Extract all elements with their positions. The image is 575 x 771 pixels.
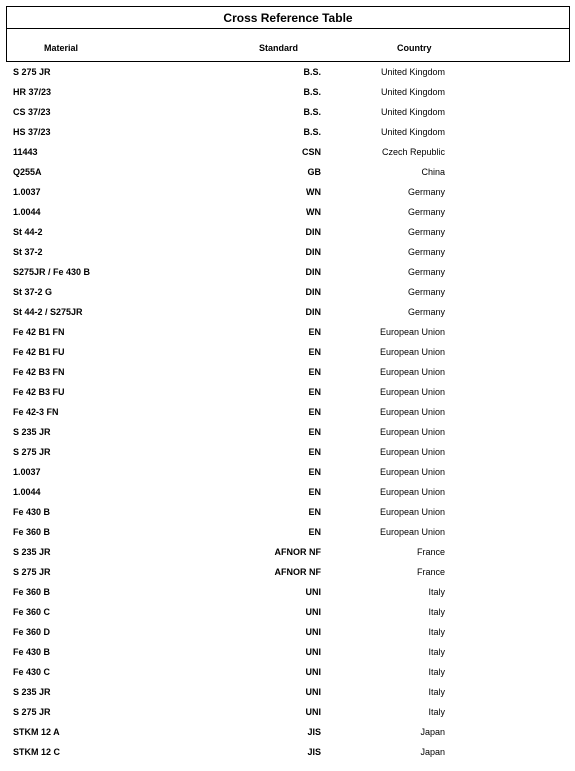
cell-material: St 44-2 — [13, 227, 43, 237]
cell-material: S275JR / Fe 430 B — [13, 267, 91, 277]
table-row — [0, 722, 575, 742]
cell-material: S 275 JR — [13, 707, 51, 717]
cell-standard: UNI — [305, 707, 321, 717]
table-row — [0, 642, 575, 662]
cell-material: Fe 42 B1 FU — [13, 347, 65, 357]
cell-country: European Union — [379, 347, 445, 357]
cell-material: S 275 JR — [13, 67, 51, 77]
cell-country: United Kingdom — [380, 107, 445, 117]
cell-country: France — [416, 567, 445, 577]
cell-country: Germany — [407, 247, 445, 257]
cell-material: HR 37/23 — [13, 87, 52, 97]
cell-material: Fe 42 B1 FN — [13, 327, 65, 337]
cell-standard: UNI — [305, 587, 321, 597]
cell-material: 1.0037 — [13, 467, 41, 477]
cell-country: Germany — [407, 307, 445, 317]
cell-material: Fe 360 D — [13, 627, 51, 637]
table-row — [0, 462, 575, 482]
cell-country: Japan — [420, 747, 445, 757]
table-row — [0, 282, 575, 302]
cell-material: 1.0044 — [13, 487, 41, 497]
cell-country: European Union — [379, 407, 445, 417]
cell-material: Fe 42 B3 FU — [13, 387, 65, 397]
table-row — [0, 202, 575, 222]
table-row — [0, 422, 575, 442]
table-body — [0, 62, 575, 762]
table-row — [0, 502, 575, 522]
cell-material: Fe 42 B3 FN — [13, 367, 65, 377]
cell-material: STKM 12 A — [13, 727, 60, 737]
cell-standard: UNI — [305, 647, 321, 657]
table-row — [0, 242, 575, 262]
cell-material: St 37-2 — [13, 247, 43, 257]
table-row — [0, 582, 575, 602]
cell-standard: B.S. — [303, 87, 321, 97]
cell-country: United Kingdom — [380, 127, 445, 137]
cell-material: Fe 430 B — [13, 647, 51, 657]
cell-country: European Union — [379, 367, 445, 377]
cell-material: S 275 JR — [13, 447, 51, 457]
cell-standard: AFNOR NF — [274, 567, 321, 577]
table-row — [0, 542, 575, 562]
cell-standard: DIN — [305, 287, 321, 297]
table-header-frame — [6, 6, 570, 62]
table-row — [0, 362, 575, 382]
table-row — [0, 562, 575, 582]
cell-country: Italy — [428, 627, 445, 637]
cell-material: 11443 — [13, 147, 38, 157]
cell-country: European Union — [379, 327, 445, 337]
table-row — [0, 442, 575, 462]
cell-material: S 235 JR — [13, 427, 51, 437]
cell-standard: DIN — [305, 247, 321, 257]
table-row — [0, 102, 575, 122]
table-row — [0, 402, 575, 422]
cell-country: United Kingdom — [380, 67, 445, 77]
cell-material: 1.0037 — [13, 187, 41, 197]
cell-standard: EN — [308, 367, 321, 377]
cell-material: 1.0044 — [13, 207, 41, 217]
cell-standard: DIN — [305, 227, 321, 237]
cell-country: Czech Republic — [381, 147, 445, 157]
cell-country: European Union — [379, 467, 445, 477]
cell-country: United Kingdom — [380, 87, 445, 97]
cell-country: Italy — [428, 707, 445, 717]
column-header-row — [7, 29, 569, 62]
cell-standard: UNI — [305, 607, 321, 617]
cell-country: European Union — [379, 387, 445, 397]
table-row — [0, 482, 575, 502]
cell-standard: EN — [308, 467, 321, 477]
cell-standard: B.S. — [303, 127, 321, 137]
cell-standard: DIN — [305, 307, 321, 317]
cell-material: S 275 JR — [13, 567, 51, 577]
cell-material: CS 37/23 — [13, 107, 51, 117]
cell-standard: EN — [308, 447, 321, 457]
table-row — [0, 182, 575, 202]
cell-country: European Union — [379, 527, 445, 537]
table-row — [0, 162, 575, 182]
cell-material: STKM 12 C — [13, 747, 61, 757]
table-row — [0, 742, 575, 762]
cell-country: Italy — [428, 607, 445, 617]
cell-standard: WN — [306, 187, 321, 197]
cell-material: Fe 360 B — [13, 527, 51, 537]
cell-standard: AFNOR NF — [274, 547, 321, 557]
cell-material: St 37-2 G — [13, 287, 53, 297]
cell-country: Italy — [428, 687, 445, 697]
column-header-standard: Standard — [259, 43, 299, 53]
cell-standard: EN — [308, 427, 321, 437]
cell-standard: UNI — [305, 667, 321, 677]
cell-standard: EN — [308, 327, 321, 337]
column-header-country: Country — [397, 43, 432, 53]
cell-country: Italy — [428, 587, 445, 597]
table-row — [0, 302, 575, 322]
cell-standard: WN — [306, 207, 321, 217]
cell-country: Germany — [407, 187, 445, 197]
table-row — [0, 322, 575, 342]
table-row — [0, 222, 575, 242]
table-title: Cross Reference Table — [7, 7, 569, 29]
cell-country: European Union — [379, 447, 445, 457]
cell-standard: EN — [308, 527, 321, 537]
cell-material: Fe 360 B — [13, 587, 51, 597]
cell-standard: EN — [308, 407, 321, 417]
cell-material: S 235 JR — [13, 547, 51, 557]
cell-standard: EN — [308, 347, 321, 357]
cell-country: Japan — [420, 727, 445, 737]
table-row — [0, 702, 575, 722]
cell-country: Italy — [428, 647, 445, 657]
cell-standard: JIS — [307, 727, 321, 737]
cell-material: Fe 430 B — [13, 507, 51, 517]
cell-material: Q255A — [13, 167, 42, 177]
cell-country: Germany — [407, 207, 445, 217]
column-header-material: Material — [44, 43, 79, 53]
cell-standard: EN — [308, 507, 321, 517]
table-row — [0, 682, 575, 702]
cell-country: Germany — [407, 227, 445, 237]
cell-country: Germany — [407, 267, 445, 277]
table-row — [0, 122, 575, 142]
table-row — [0, 662, 575, 682]
cell-material: S 235 JR — [13, 687, 51, 697]
cell-standard: DIN — [305, 267, 321, 277]
cell-standard: JIS — [307, 747, 321, 757]
cell-standard: B.S. — [303, 107, 321, 117]
table-row — [0, 342, 575, 362]
cell-material: St 44-2 / S275JR — [13, 307, 83, 317]
table-row — [0, 602, 575, 622]
cell-standard: UNI — [305, 687, 321, 697]
cell-standard: UNI — [305, 627, 321, 637]
cell-standard: CSN — [301, 147, 321, 157]
cell-country: European Union — [379, 507, 445, 517]
cell-material: Fe 430 C — [13, 667, 51, 677]
cell-standard: EN — [308, 387, 321, 397]
cell-country: European Union — [379, 487, 445, 497]
cell-country: European Union — [379, 427, 445, 437]
cell-material: HS 37/23 — [13, 127, 51, 137]
cell-country: Italy — [428, 667, 445, 677]
cell-material: Fe 360 C — [13, 607, 51, 617]
table-row — [0, 82, 575, 102]
table-row — [0, 262, 575, 282]
cell-standard: GB — [307, 167, 321, 177]
cell-country: Germany — [407, 287, 445, 297]
cell-country: France — [416, 547, 445, 557]
table-row — [0, 142, 575, 162]
table-row — [0, 62, 575, 82]
table-row — [0, 382, 575, 402]
cell-country: China — [421, 167, 445, 177]
cell-standard: EN — [308, 487, 321, 497]
cell-standard: B.S. — [303, 67, 321, 77]
table-row — [0, 622, 575, 642]
cell-material: Fe 42-3 FN — [13, 407, 59, 417]
table-row — [0, 522, 575, 542]
